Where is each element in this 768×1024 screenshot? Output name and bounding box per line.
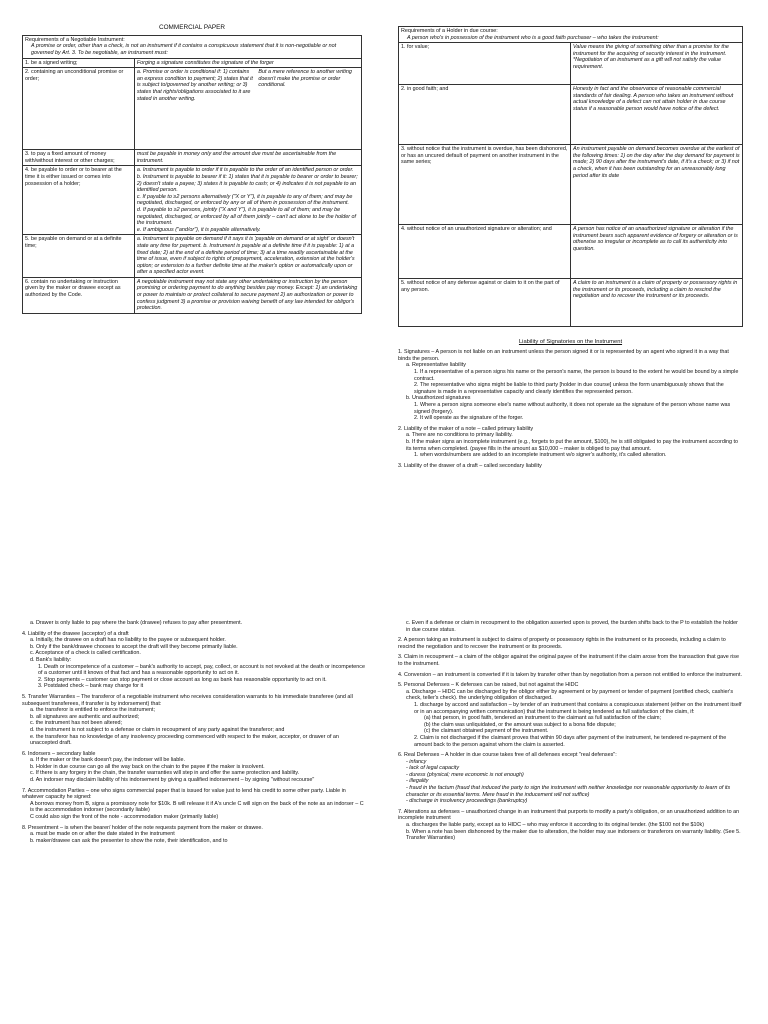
list-item: b. Only if the bank/drawee chooses to accept the draft will they become primarily liable.: [30, 643, 238, 650]
list-item: - illegality: [406, 778, 429, 785]
list-item: A borrows money from B, signs a promissory note for $10k. B will release it if A's uncle C will sign on the back of the note as an indorser – C is the accommodation indorser (secondarily liable): [30, 800, 364, 814]
list-item: 8. Presentment – is when the bearer/ holder of the note requests payment from the maker or drawee.: [22, 824, 263, 831]
list-item: 2. Claim is not discharged if the claimant proves that within 90 days after payment of the instrument, he tendered re-payment of the amount back to the person against whom the claim is asserted.: [414, 734, 727, 748]
table-cell-line: e. If ambiguous ("and/or"), it is payable alternatively.: [136, 226, 261, 233]
list-item: 2. Stop payments – customer can stop payment or close account as long as bank has reasonable opportunity to act on it.: [38, 676, 327, 683]
list-item: (c) the claimant obtained payment of the instrument.: [424, 728, 549, 735]
list-item: 7. Alterations as defenses – unauthorized change in an instrument that purports to modify a party's obligation, or an unauthorized addition to an incomplete instrument: [398, 808, 740, 822]
liability-continued-section: [22, 620, 367, 844]
list-item: 4. Liability of the drawee (acceptor) of a draft: [22, 630, 129, 637]
list-item: 1. Death or incompetence of a customer – bank's authority to accept, pay, collect, or account is not revoked at the death or incompetence of a customer until it knows of that fact and has a reasonable opportunity to act on it.: [38, 663, 365, 677]
commercial-paper-requirements-section: [22, 24, 362, 314]
negotiable-instrument-table: [22, 35, 362, 314]
table-cell-line: b. Instrument is payable to bearer if it: 1) states that it is payable to bearer or order to bearer; 2) doesn't state a payee; 3) states it is payable to cash; or 4) indicates it is not payable to an identified person.: [136, 173, 358, 194]
list-item: - infancy: [406, 758, 427, 765]
list-item: a. discharges the liable party, except as to HIDC – who may enforce it according to its original tender. (the $100 not the $10k): [406, 822, 705, 829]
table-header-label: Requirements of a Holder in due course:: [401, 28, 498, 34]
list-item: 2. Liability of the maker of a note – called primary liability: [398, 425, 534, 432]
table-header-text: A promise or order, other than a check, is not an instrument if it contains a conspicuous statement that it is non-negotiable or not governed by Art. 3. To be negotiable, an instrument must:: [31, 43, 337, 56]
table-cell: An instrument payable on demand becomes overdue at the earliest of the following times: 1) on the day after the day demand for payment is made; 2) 90 days after the instrument's date, if it's a check; or 3) if not a check, when it has been outstanding for an unreasonably long period after its date: [571, 145, 743, 225]
list-item: 1. Where a person signs someone else's name without authority, it does not operate as the signature of the person whose name was signed (forgery).: [414, 402, 731, 415]
list-item: c. If there is any forgery in the chain, the transfer warranties will step in and offer the same protection and liability.: [30, 770, 300, 777]
table-cell: 6. contain no undertaking or instruction given by the maker or drawee except as authorized by the Code.: [23, 277, 135, 313]
list-item: 7. Accommodation Parties – one who signs commercial paper that is issued for value just to lend his credit to some other party. Liable in whatever capacity he signed:: [22, 787, 346, 801]
table-cell: 1. be a signed writing;: [23, 58, 135, 68]
table-cell: a. Instrument is payable on demand if it says it is 'payable on demand or at sight' or doesn't state any time for payment. b. Instrument is payable at a definite time if it is payable: 1) at a fixed date; 2) at the end of a definite period of time; 3) at a time readily ascertainable at the time of issue, even if subject to rights of prepayment, acceleration, extension at the holder's option; or extension to a further definite time at the maker's option or automatically upon or after a specified actor event.: [134, 235, 361, 278]
list-item: a. Drawer is only liable to pay where the bank (drawee) refuses to pay after presentment.: [30, 620, 243, 626]
table-cell: 3. to pay a fixed amount of money with/without interest or other charges;: [23, 150, 135, 166]
list-item: b. When a note has been dishonored by the maker due to alteration, the holder may sue indorsers or transferors on warranty liability. (See 5. Transfer Warranties): [406, 828, 741, 842]
list-item: a. If the maker or the bank doesn't pay, the indorser will be liable.: [30, 757, 185, 764]
list-item: - duress (physical; mere economic is not enough): [406, 771, 524, 778]
list-item: 2. The representative who signs might be liable to third party [holder in due course] unless the form unambiguously shows that the signature is made in a representative capacity and clearly identifies the represented person.: [414, 382, 724, 395]
list-item: 2. A person taking an instrument is subject to claims of property or possessory rights in the instrument or its proceeds, including a claim to rescind the negotiation and to recover the instrument or its proceeds.: [398, 637, 726, 650]
list-item: d. An indorser may disclaim liability of his indorsement by giving a qualified indorsement – by signing "without recourse": [30, 777, 315, 784]
list-item: 2. It will operate as the signature of the forger.: [414, 415, 524, 422]
table-cell: A negotiable instrument may not state any other undertaking or instruction by the person promising or ordering payment to do anything besides pay money. Except: 1) an undertaking or power to maintain or protect collateral to secure payment 2) an authorization or power to confess judgment 3) a promise or provision waiving benefit of any law intended for obligor's protection.: [134, 277, 361, 313]
list-item: (b) the claim was unliquidated, or the amount was subject to a bona fide dispute;: [424, 721, 616, 728]
list-item: e. the transferor has no knowledge of any insolvency proceeding commenced with respect to the maker, acceptor, or drawer of an unaccepted draft.: [30, 733, 339, 747]
table-cell: Forging a signature constitutes the signature of the forger: [134, 58, 361, 68]
list-item: b. If the maker signs an incomplete instrument (e.g., forgets to put the amount, $100), he is still obligated to pay the instrument according to its terms when completed. (payee fills in the amount as $10,000 – maker is obliged to pay that amount.: [406, 438, 739, 452]
list-item: - discharge in insolvency proceedings (bankruptcy): [406, 798, 528, 805]
list-item: d. Bank's liability:: [30, 656, 72, 663]
table-cell: 5. be payable on demand or at a definite time;: [23, 235, 135, 278]
list-item: C could also sign the front of the note - accommodation maker (primarily liable): [30, 814, 219, 821]
list-item: 1. discharge by accord and satisfaction – by tender of an instrument that contains a conspicuous statement (either on the instrument itself or in an accompanying written communication) that the instrument is being tendered as full satisfaction of the claim, if:: [414, 701, 742, 715]
list-item: 5. Personal Defenses – K defenses can be raised, but not against the HIDC: [398, 682, 579, 689]
table-cell: A person has notice of an unauthorized signature or alteration if the instrument bears such apparent evidence of forgery or alteration or is otherwise so irregular or incomplete as to call its authenticity into question.: [571, 225, 743, 279]
table-cell-line: d. If payable to ≥2 persons, jointly ("X and Y"), it is payable to all of them; and may be negotiated, discharged, or enforced by all of them jointly – can't act alone to be the holder of the instrument.: [136, 206, 357, 227]
holder-in-due-course-table: [398, 26, 743, 327]
list-item: a. Initially, the drawee on a draft has no liability to the payee or subsequent holder.: [30, 637, 226, 644]
table-cell: 3. without notice that the instrument is overdue, has been dishonored, or has an uncured default of payment on another instrument in the same series;: [399, 145, 571, 225]
table-cell: [134, 166, 361, 235]
list-item: c. Even if a defense or claim in recoupment to the obligation asserted upon is proved, the burden shifts back to the P to establish the holder in due course status.: [406, 620, 738, 633]
table-cell: Honesty in fact and the observance of reasonable commercial standards of fair dealing. A person who takes an instrument without actual knowledge of a defect can not attain holder in due course status if a reasonable person would have notice of the defect.: [571, 85, 743, 145]
table-cell-line: c. If payable to ≥2 persons alternatively ("X or Y"), it is payable to any of them; and may be negotiated, discharged, or enforced by any or all of them in possession of the instrument.: [136, 193, 353, 207]
defenses-section: [398, 620, 743, 842]
list-item: 3. Claim in recoupment – a claim of the obligor against the original payee of the instrument if the claim arose from the transaction that gave rise to the instrument.: [398, 654, 739, 667]
table-header-label: Requirements of a Negotiable Instrument:: [25, 36, 125, 43]
list-item: b. maker/drawee can ask the presenter to show the note, their identification, and to: [30, 837, 228, 844]
list-item: 1. when words/numbers are added to an incomplete instrument w/o signer's authority, it's called alteration.: [414, 452, 667, 459]
list-item: d. the instrument is not subject to a defense or claim in recoupment of any party against the transferor; and: [30, 726, 285, 733]
list-item: a. Discharge – HIDC can be discharged by the obligor either by agreement or by payment or tender of payment (certified check, cashier's check, teller's check). the underlying obligation of discharged.: [406, 688, 734, 702]
list-item: a. the transferor is entitled to enforce the instrument;: [30, 707, 155, 714]
table-cell: A claim to an instrument is a claim of property or possessory rights in the instrument or its proceeds, including a claim to rescind the negotiation and to recover the instrument or its proceeds.: [571, 279, 743, 327]
list-item: a. must be made on or after the date stated in the instrument: [30, 831, 175, 838]
table-cell: 4. without notice of an unauthorized signature or alteration; and: [399, 225, 571, 279]
list-item: 4. Conversion – an instrument is converted if it is taken by transfer other than by negotiation from a person not entitled to enforce the instrument.: [398, 671, 742, 678]
table-cell-line: a. Instrument is payable to order if it is payable to the order of an identified person or order.: [136, 167, 354, 174]
table-cell: must be payable in money only and the amount due must be ascertainable from the instrument.: [134, 150, 361, 166]
list-item: 1. Signatures – A person is not liable on an instrument unless the person signed it or is represented by an agent who signed it in a way that binds the person.: [398, 349, 729, 362]
holder-in-due-course-section: [398, 26, 743, 469]
list-item: 1. If a representative of a person signs his name or the person's name, the person is bound to the extent he would be bound by a simple contract.: [414, 369, 739, 382]
table-cell: 1. for value;: [399, 43, 571, 85]
table-header-cell: [23, 35, 362, 58]
list-item: 5. Transfer Warranties – The transferor of a negotiable instrument who receives consideration warrants to his immediate transferee (and all subsequent transferees, if transfer is by indorsement) that:: [22, 693, 353, 707]
table-header-cell: [399, 27, 743, 43]
table-cell: 5. without notice of any defense against or claim to it on the part of any person.: [399, 279, 571, 327]
page-title: COMMERCIAL PAPER: [158, 24, 226, 31]
table-cell: 4. be payable to order or to bearer at the time it is either issued or comes into possession of a holder;: [23, 166, 135, 235]
list-item: 6. Real Defenses – A holder in due course takes free of all defenses except "real defenses":: [398, 752, 617, 759]
table-cell: But a mere reference to another writing doesn't make the promise or order conditional.: [256, 68, 361, 150]
liability-heading: Liability of Signatories on the Instrument: [518, 339, 623, 346]
list-item: 3. Postdated check – bank may charge for it: [38, 683, 144, 690]
table-cell: a. Promise or order is conditional if: 1) contains an express condition to payment; 2) states that it is subject to/governed by another writing; or 3) states that rights/obligations associated to it are stated in another writing.: [134, 68, 256, 150]
table-cell: 2. containing an unconditional promise or order;: [23, 68, 135, 150]
list-item: 6. Indorsers – secondary liable: [22, 750, 96, 757]
list-item: c. Acceptance of a check is called certification.: [30, 650, 141, 657]
list-item: 3. Liability of the drawer of a draft – called secondary liability: [398, 462, 542, 469]
table-header-text: A person who's in possession of the instrument who is a good faith purchaser – who takes the instrument:: [407, 34, 659, 41]
list-item: a. There are no conditions to primary liability.: [406, 432, 513, 439]
list-item: b. all signatures are authentic and authorized;: [30, 713, 140, 720]
list-item: - fraud in the factum (fraud that induced the party to sign the instrument with neither knowledge nor reasonable opportunity to learn of its character or its essential terms. Mere fraud in the inducement will not suffice): [406, 785, 731, 798]
list-item: - lack of legal capacity: [406, 765, 460, 772]
list-item: a. Representative liability: [406, 362, 466, 369]
list-item: b. Unauthorized signatures: [406, 395, 471, 402]
table-cell: 2. in good faith; and: [399, 85, 571, 145]
table-cell: Value means the giving of something other than a promise for the instrument for the acquiring of security interest in the instrument. *Negotiation of an instrument as a gift will not satisfy the value requirement.: [571, 43, 743, 85]
list-item: b. Holder in due course can go all the way back on the chain to the payee if the maker is insolvent.: [30, 763, 265, 770]
list-item: (a) that person, in good faith, tendered an instrument to the claimant as full satisfaction of the claim;: [424, 715, 662, 722]
list-item: c. the instrument has not been altered;: [30, 720, 122, 727]
